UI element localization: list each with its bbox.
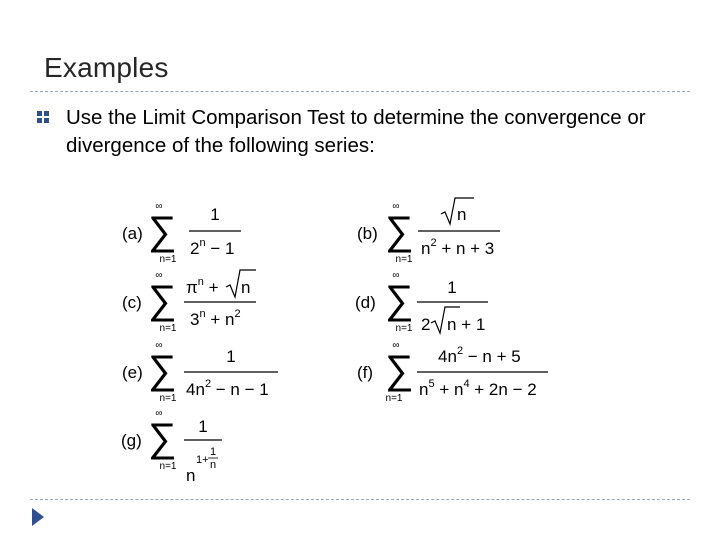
sigma-symbol: ∑ [385,278,414,322]
series-d [355,270,488,334]
footer-divider [30,499,690,500]
series-label: (g) [121,431,142,450]
numerator-radicand: n [241,278,251,297]
denominator: $4n^2 - n - 1$ [186,378,269,399]
exponent-denominator: n [209,459,217,471]
series-label: (d) [355,293,376,312]
denominator: $n^5 + n^4 + 2n - 2$ [419,378,537,399]
sigma-symbol: ∑ [148,416,177,460]
series-a [122,201,241,265]
exponent-numerator: 1 [209,446,217,458]
lower-limit: n=1 [385,393,403,404]
instruction-text: Use the Limit Comparison Test to determine the convergence or divergence of the following series: [66,106,646,157]
numerator: 1 [226,347,236,366]
series-f [357,340,548,404]
series-b [357,198,500,265]
lower-limit: n=1 [395,254,413,265]
sigma-symbol: ∑ [148,278,177,322]
lower-limit: n=1 [159,393,177,404]
denominator-base: n [186,466,196,485]
lower-limit: n=1 [159,254,177,265]
numerator: 1 [447,278,457,297]
denominator: $3^n + n^2$ [190,308,241,329]
upper-limit: ∞ [392,340,400,351]
series-label: (e) [122,363,143,382]
numerator: $\pi^n$ + [186,276,219,297]
denominator-rest: n + 1 [447,315,486,334]
sigma-symbol: ∑ [385,348,414,392]
numerator: $4n^2 - n + 5$ [438,345,521,366]
numerator: 1 [210,205,220,224]
sigma-symbol: ∑ [148,209,177,253]
denominator: $n^2 + n + 3$ [421,237,495,258]
denominator-coef: 2 [421,315,431,334]
upper-limit: ∞ [155,270,163,281]
lower-limit: n=1 [159,323,177,334]
lower-limit: n=1 [159,461,177,472]
series-c [122,270,256,334]
series-label: (c) [122,293,142,312]
numerator-radicand: n [457,205,467,224]
lower-limit: n=1 [395,323,413,334]
denominator: $2^n - 1$ [190,237,235,258]
upper-limit: ∞ [392,201,400,212]
series-label: (f) [357,363,374,382]
series-label: (b) [357,224,378,243]
series-label: (a) [122,224,143,243]
upper-limit: ∞ [392,270,400,281]
series-g [121,408,222,485]
upper-limit: ∞ [155,201,163,212]
slide-title: Examples [44,52,169,83]
sigma-symbol: ∑ [148,348,177,392]
upper-limit: ∞ [155,408,163,419]
sigma-symbol: ∑ [385,209,414,253]
series-e [122,340,278,404]
numerator: 1 [198,417,208,436]
exponent-lead: 1+ [196,454,209,466]
play-arrow-icon[interactable] [30,506,46,528]
upper-limit: ∞ [155,340,163,351]
